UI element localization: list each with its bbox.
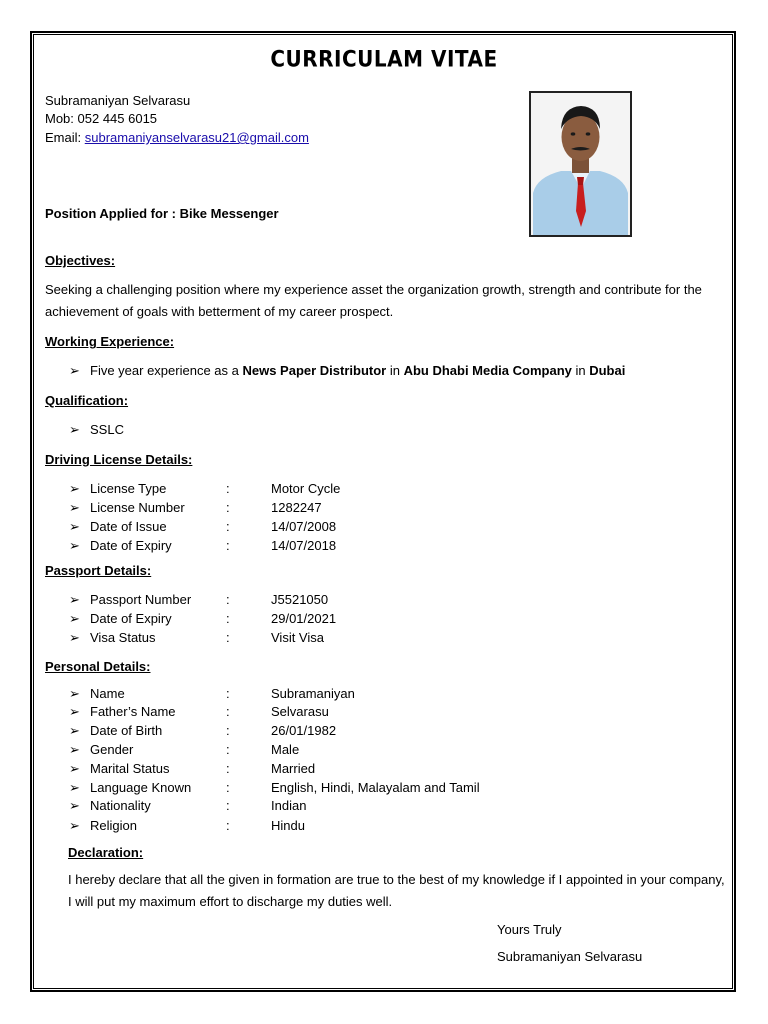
detail-value: Indian: [271, 798, 307, 813]
position-applied: Position Applied for : Bike Messenger: [45, 206, 279, 221]
experience-item: Five year experience as a News Paper Distributor in Abu Dhabi Media Company in Dubai: [90, 363, 626, 378]
contact-name: Subramaniyan Selvarasu: [45, 93, 191, 108]
passport-heading: Passport Details:: [45, 563, 152, 578]
detail-colon: :: [226, 798, 230, 813]
bullet-arrow-icon: ➢: [69, 519, 80, 534]
personal-heading: Personal Details:: [45, 659, 151, 674]
bullet-arrow-icon: ➢: [69, 611, 80, 626]
detail-label: Language Known: [90, 780, 192, 795]
detail-label: Date of Issue: [90, 519, 167, 534]
detail-value: Married: [271, 761, 316, 776]
detail-label: Passport Number: [90, 592, 192, 607]
detail-colon: :: [226, 761, 230, 776]
detail-value: 14/07/2008: [271, 519, 337, 534]
email-link[interactable]: subramaniyanselvarasu21@gmail.com: [84, 130, 309, 145]
closing-signature-name: Subramaniyan Selvarasu: [497, 949, 643, 964]
email-label: Email:: [45, 130, 85, 145]
detail-value: 14/07/2018: [271, 538, 337, 553]
bullet-arrow-icon: ➢: [69, 500, 80, 515]
detail-colon: :: [226, 818, 230, 833]
detail-label: Visa Status: [90, 630, 156, 645]
detail-value: 29/01/2021: [271, 611, 337, 626]
detail-label: Name: [90, 686, 125, 701]
qualification-heading: Qualification:: [45, 393, 129, 408]
detail-colon: :: [226, 630, 230, 645]
detail-value: Male: [271, 742, 300, 757]
detail-value: Visit Visa: [271, 630, 324, 645]
detail-colon: :: [226, 686, 230, 701]
closing-salutation: Yours Truly: [497, 922, 562, 937]
bullet-arrow-icon: ➢: [69, 704, 80, 719]
detail-colon: :: [226, 742, 230, 757]
detail-value: Motor Cycle: [271, 481, 341, 496]
detail-label: Nationality: [90, 798, 151, 813]
bullet-arrow-icon: ➢: [69, 818, 80, 833]
detail-colon: :: [226, 481, 230, 496]
detail-value: Selvarasu: [271, 704, 329, 719]
detail-label: License Type: [90, 481, 167, 496]
bullet-arrow-icon: ➢: [69, 630, 80, 645]
detail-label: Gender: [90, 742, 134, 757]
contact-email-row: [45, 130, 309, 146]
declaration-heading: Declaration:: [68, 845, 144, 860]
bullet-arrow-icon: ➢: [69, 742, 80, 757]
bullet-arrow-icon: ➢: [69, 422, 80, 437]
license-heading: Driving License Details:: [45, 452, 193, 467]
qualification-item: SSLC: [90, 422, 124, 437]
bullet-arrow-icon: ➢: [69, 761, 80, 776]
detail-colon: :: [226, 519, 230, 534]
detail-value: English, Hindi, Malayalam and Tamil: [271, 780, 480, 795]
bullet-arrow-icon: ➢: [69, 538, 80, 553]
detail-colon: :: [226, 538, 230, 553]
objectives-text: Seeking a challenging position where my experience asset the organization growth, strength and contribute for the achievement of goals with betterment of my career prospect.: [45, 282, 702, 319]
detail-colon: :: [226, 592, 230, 607]
detail-label: Father’s Name: [90, 704, 176, 719]
detail-value: 1282247: [271, 500, 322, 515]
detail-value: Subramaniyan: [271, 686, 355, 701]
bullet-arrow-icon: ➢: [69, 723, 80, 738]
page-title: CURRICULAM VITAE: [270, 45, 498, 73]
bullet-arrow-icon: ➢: [69, 798, 80, 813]
experience-heading: Working Experience:: [45, 334, 175, 349]
detail-label: License Number: [90, 500, 185, 515]
bullet-arrow-icon: ➢: [69, 363, 80, 378]
detail-value: 26/01/1982: [271, 723, 337, 738]
profile-photo: [529, 91, 632, 237]
detail-label: Date of Expiry: [90, 538, 172, 553]
detail-colon: :: [226, 611, 230, 626]
declaration-text: I hereby declare that all the given in formation are true to the best of my knowledge if I appointed in your company, I will put my maximum effort to discharge my duties well.: [68, 872, 725, 909]
detail-colon: :: [226, 704, 230, 719]
bullet-arrow-icon: ➢: [69, 780, 80, 795]
detail-label: Religion: [90, 818, 137, 833]
detail-label: Date of Expiry: [90, 611, 172, 626]
contact-mobile: Mob: 052 445 6015: [45, 111, 158, 126]
detail-colon: :: [226, 723, 230, 738]
detail-value: J5521050: [271, 592, 329, 607]
bullet-arrow-icon: ➢: [69, 592, 80, 607]
detail-value: Hindu: [271, 818, 305, 833]
objectives-heading: Objectives:: [45, 253, 116, 268]
detail-colon: :: [226, 780, 230, 795]
bullet-arrow-icon: ➢: [69, 481, 80, 496]
detail-label: Date of Birth: [90, 723, 163, 738]
detail-label: Marital Status: [90, 761, 170, 776]
detail-colon: :: [226, 500, 230, 515]
bullet-arrow-icon: ➢: [69, 686, 80, 701]
